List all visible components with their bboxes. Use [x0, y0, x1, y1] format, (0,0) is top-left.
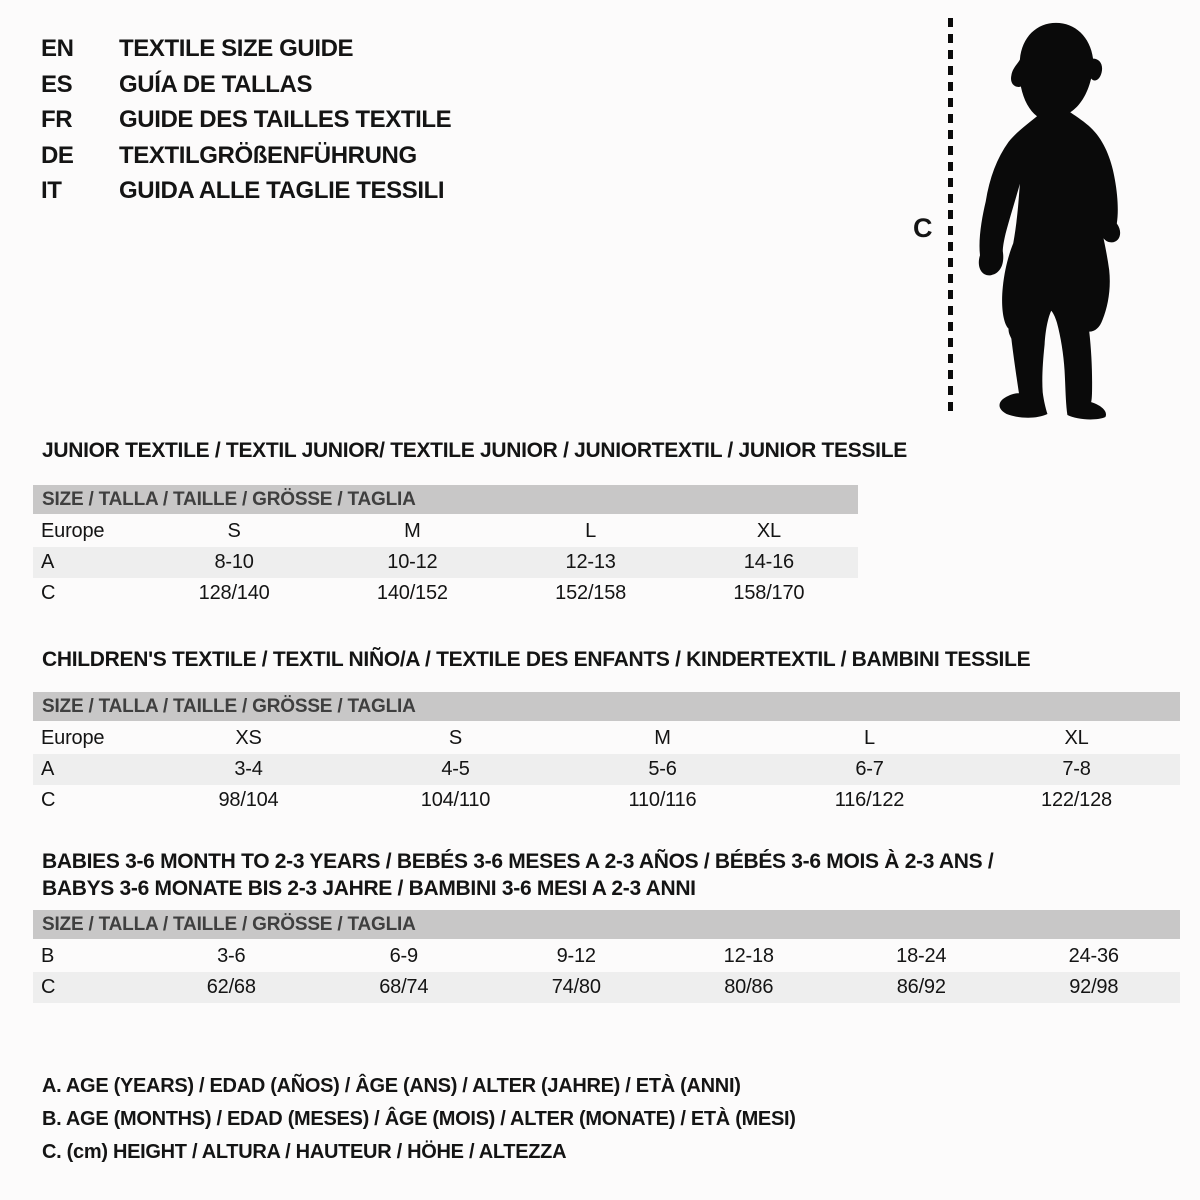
- table-row: [33, 578, 858, 609]
- language-title: GUIDA ALLE TAGLIE TESSILI: [119, 177, 445, 204]
- section-heading: JUNIOR TEXTILE / TEXTIL JUNIOR/ TEXTILE JUNIOR / JUNIORTEXTIL / JUNIOR TESSILE: [42, 439, 907, 462]
- table-cell: 140/152: [376, 582, 448, 604]
- table-row: [33, 754, 1180, 785]
- section-heading: CHILDREN'S TEXTILE / TEXTIL NIÑO/A / TEXTILE DES ENFANTS / KINDERTEXTIL / BAMBINI TESSILE: [42, 648, 1031, 671]
- table-cell: 4-5: [441, 758, 470, 780]
- table-cell: 9-12: [556, 945, 596, 967]
- note-line: A. AGE (YEARS) / EDAD (AÑOS) / ÂGE (ANS) / ALTER (JAHRE) / ETÀ (ANNI): [42, 1075, 741, 1097]
- table-cell: 80/86: [724, 976, 774, 998]
- table-cell: 152/158: [555, 582, 627, 604]
- language-code: ES: [41, 70, 73, 98]
- table-cell: 158/170: [733, 582, 805, 604]
- language-code: IT: [41, 177, 62, 204]
- table-cell: 122/128: [1041, 789, 1112, 811]
- language-row: [41, 173, 451, 209]
- table-cell: 12-13: [565, 551, 616, 573]
- section-heading: BABYS 3-6 MONATE BIS 2-3 JAHRE / BAMBINI 3-6 MESI A 2-3 ANNI: [42, 877, 696, 900]
- table-cell: 6-9: [389, 945, 418, 967]
- table-cell: 62/68: [206, 976, 256, 998]
- table-row: [33, 972, 1180, 1003]
- table-cell: L: [864, 727, 875, 749]
- language-title: GUIDE DES TAILLES TEXTILE: [119, 106, 452, 133]
- size-header-bar: SIZE / TALLA / TAILLE / GRÖSSE / TAGLIA: [33, 485, 858, 514]
- table-row: [33, 941, 1180, 972]
- section-junior-textile: [33, 437, 907, 609]
- note-line: C. (cm) HEIGHT / ALTURA / HAUTEUR / HÖHE / ALTEZZA: [42, 1141, 567, 1163]
- table-cell: S: [448, 727, 463, 749]
- table-row: [33, 785, 1180, 816]
- table-cell: 6-7: [855, 758, 884, 780]
- table-cell: L: [585, 520, 597, 542]
- legend-notes: [42, 1070, 796, 1169]
- language-code: DE: [41, 141, 74, 169]
- section-children-textile: [33, 646, 1180, 816]
- height-measure-label: C: [913, 213, 933, 243]
- table-cell: 3-4: [234, 758, 263, 780]
- table-cell: 68/74: [379, 976, 429, 998]
- row-label: Europe: [41, 520, 105, 542]
- table-cell: 7-8: [1062, 758, 1091, 780]
- table-row: [33, 547, 858, 578]
- table-cell: 116/122: [834, 789, 905, 811]
- toddler-silhouette-icon: [961, 13, 1151, 420]
- note-line: B. AGE (MONTHS) / EDAD (MESES) / ÂGE (MOIS) / ALTER (MONATE) / ETÀ (MESI): [42, 1108, 796, 1130]
- row-label: A: [41, 758, 55, 780]
- language-code: EN: [41, 35, 74, 62]
- size-header-bar: SIZE / TALLA / TAILLE / GRÖSSE / TAGLIA: [33, 910, 1180, 939]
- row-label: C: [41, 789, 56, 811]
- row-label: C: [41, 582, 56, 604]
- section-babies-textile: [33, 848, 1180, 1003]
- table-cell: M: [404, 520, 421, 542]
- table-row: [33, 723, 1180, 754]
- row-label: C: [41, 976, 56, 998]
- row-label: Europe: [41, 727, 105, 749]
- table-cell: 18-24: [896, 945, 947, 967]
- table-cell: 92/98: [1069, 976, 1119, 998]
- table-cell: XL: [1064, 727, 1089, 749]
- language-title: TEXTILE SIZE GUIDE: [119, 35, 354, 62]
- language-list: [41, 31, 451, 209]
- table-cell: 3-6: [217, 945, 246, 967]
- row-label: B: [41, 945, 55, 967]
- language-row: [41, 67, 451, 103]
- table-cell: 128/140: [198, 582, 270, 604]
- table-cell: 110/116: [628, 789, 697, 811]
- language-row: [41, 31, 451, 67]
- table-cell: XS: [235, 727, 262, 749]
- table-row: [33, 516, 858, 547]
- table-cell: XL: [756, 520, 781, 542]
- language-code: FR: [41, 106, 73, 133]
- table-cell: 8-10: [214, 551, 254, 573]
- language-row: [41, 102, 451, 138]
- table-cell: 12-18: [723, 945, 774, 967]
- size-header-bar: SIZE / TALLA / TAILLE / GRÖSSE / TAGLIA: [33, 692, 1180, 721]
- height-measure-dashed-line-icon: [948, 18, 953, 416]
- language-row: [41, 138, 451, 174]
- table-cell: 24-36: [1068, 945, 1119, 967]
- row-label: A: [41, 551, 55, 573]
- table-cell: 14-16: [743, 551, 794, 573]
- table-cell: 10-12: [387, 551, 438, 573]
- table-cell: 74/80: [551, 976, 601, 998]
- table-cell: 104/110: [420, 789, 491, 811]
- table-cell: S: [227, 520, 241, 542]
- language-title: TEXTILGRÖßENFÜHRUNG: [119, 141, 417, 169]
- table-cell: 86/92: [896, 976, 946, 998]
- table-cell: M: [654, 727, 671, 749]
- table-cell: 98/104: [218, 789, 279, 811]
- table-cell: 5-6: [648, 758, 677, 780]
- language-title: GUÍA DE TALLAS: [119, 70, 313, 98]
- section-heading: BABIES 3-6 MONTH TO 2-3 YEARS / BEBÉS 3-6 MESES A 2-3 AÑOS / BÉBÉS 3-6 MOIS À 2-3 ANS /: [42, 850, 994, 873]
